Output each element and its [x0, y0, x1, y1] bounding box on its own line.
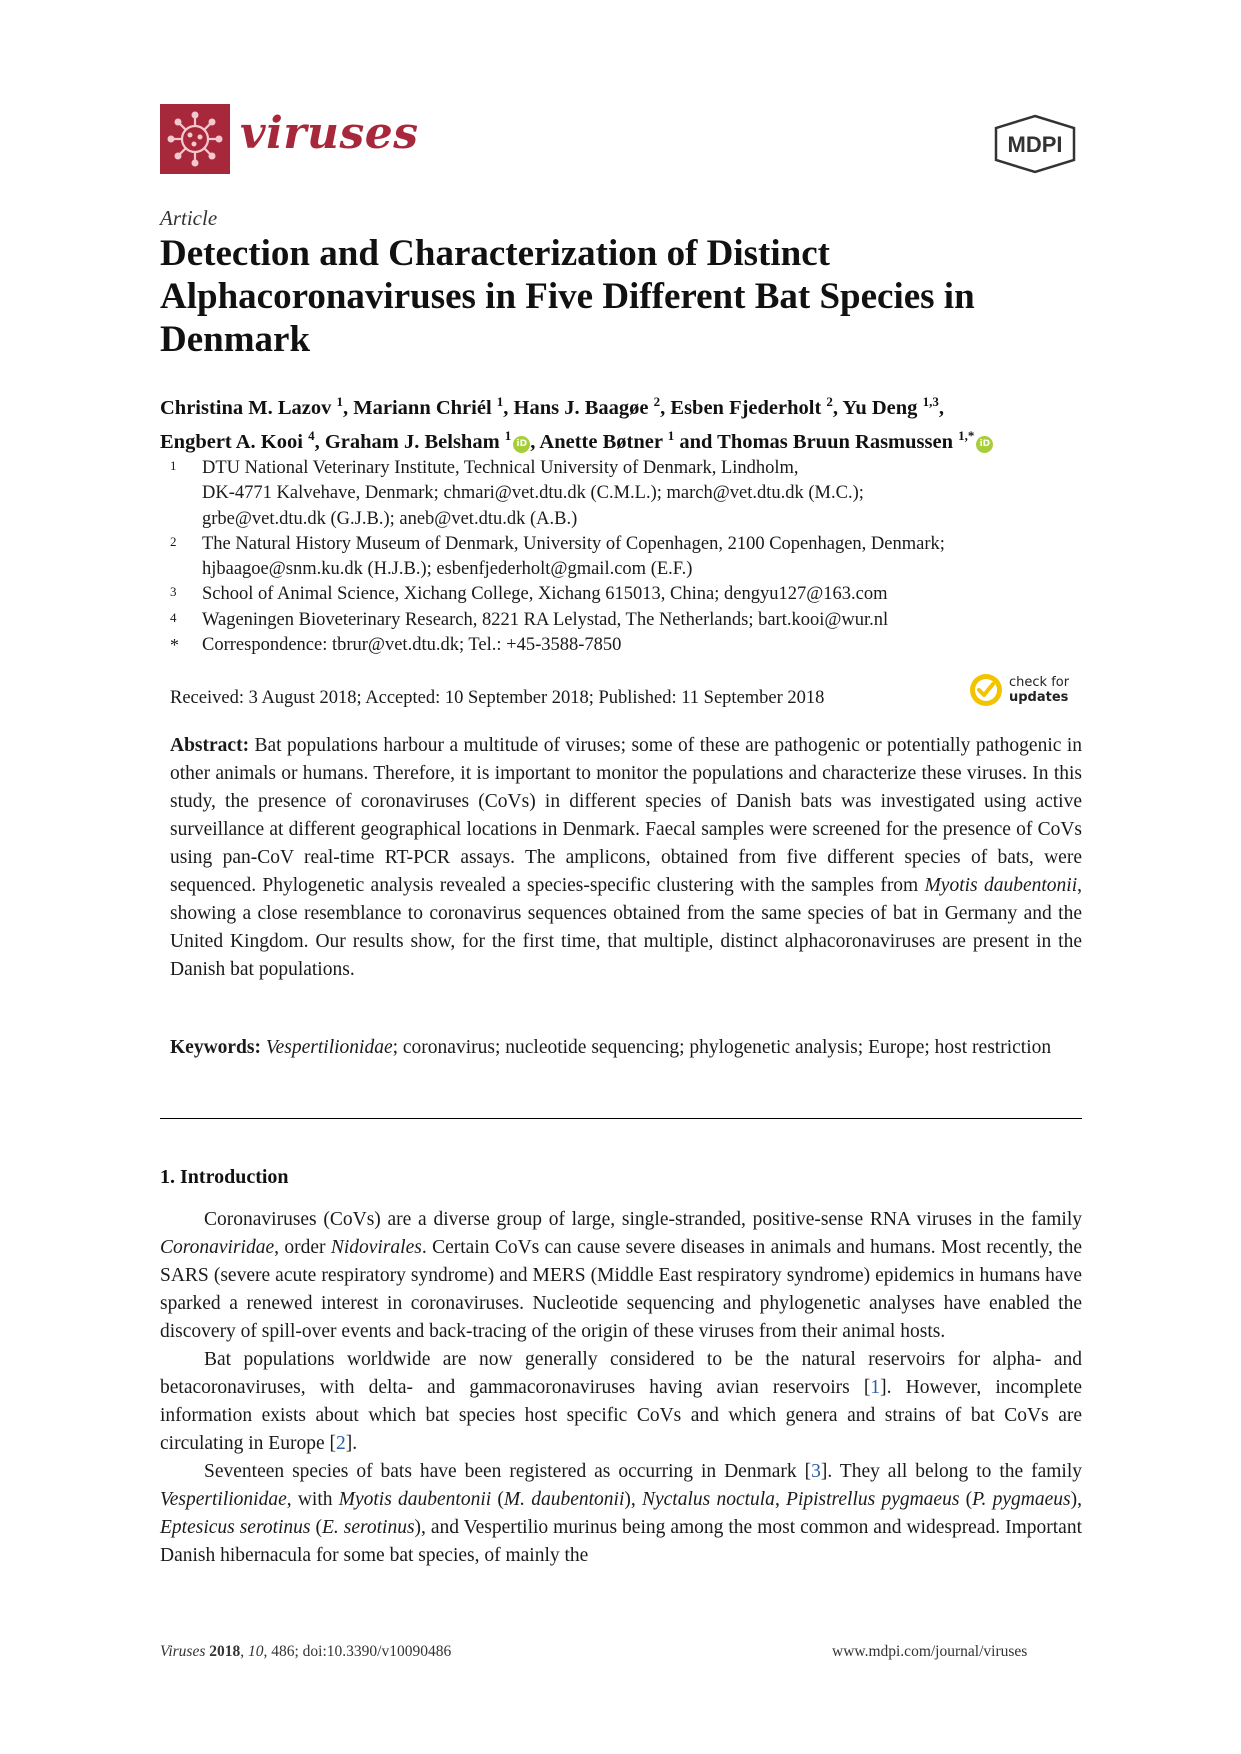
author-affiliation-mark: 1,*	[958, 427, 975, 443]
affiliation-text	[202, 633, 1110, 658]
check-updates-icon	[968, 672, 1004, 708]
author-affiliation-mark: 1	[336, 394, 344, 409]
keywords-rest: ; coronavirus; nucleotide sequencing; phylogenetic analysis; Europe; host restriction	[392, 1037, 1052, 1058]
footer-doi: , 486; doi:10.3390/v10090486	[263, 1643, 452, 1660]
publisher-name: MDPI	[1007, 132, 1063, 157]
author-name[interactable]: Hans J. Baagøe	[513, 396, 649, 419]
author-list: Christina M. Lazov $^1$, Mariann Chriél $^1$, Hans J. Baagøe $^2$, Esben Fjederholt $^2$, Yu Deng $^{1,3}$, Engbert A. Kooi $^4$, Graham J. Belsham $^1$iD , Anette Bøtner $^1$ and Thomas Bruun Rasmussen $^{1,*}$iD	[160, 388, 1120, 456]
author-affiliation-mark: 2	[826, 394, 833, 409]
affiliation-mark: 1	[170, 458, 177, 473]
footer-citation: Viruses 2018, 10, 486; doi:10.3390/v10090486	[160, 1643, 452, 1660]
affiliation-mark: 2	[170, 533, 177, 549]
check-updates-label	[1009, 675, 1069, 705]
journal-name: viruses	[240, 108, 419, 159]
affiliation-line: grbe@vet.dtu.dk (G.J.B.); aneb@vet.dtu.dk (A.B.)	[202, 508, 578, 529]
orcid-icon[interactable]: iD	[976, 436, 993, 453]
abstract-text-1: Bat populations harbour a multitude of viruses; some of these are pathogenic or potentially pathogenic in other animals or humans. Therefore, it is important to monitor the populations and characterize these viruses. In this study, the presence of coronaviruses (CoVs) in different species of Danish bats was investigated using active surveillance at different geographical locations in Denmark. Faecal samples were screened for the presence of CoVs using pan-CoV real-time RT-PCR assays. The amplicons, obtained from five different species of bats, were sequenced. Phylogenetic analysis revealed a species-specific clustering with the samples from	[170, 735, 1082, 896]
author-name[interactable]: Mariann Chriél	[353, 396, 492, 419]
abstract	[170, 732, 1082, 984]
author-name[interactable]: Yu Deng	[842, 396, 918, 419]
affiliations	[170, 456, 1110, 658]
intro-paragraph-1: Coronaviruses (CoVs) are a diverse group of large, single-stranded, positive-sense RNA viruses in the family Coronaviridae, order Nidovirales. Certain CoVs can cause severe diseases in animals and humans. Most recently, the SARS (severe acute respiratory syndrome) and MERS (Middle East respiratory syndrome) epidemics in humans have sparked a renewed interest in coronaviruses. Nucleotide sequencing and phylogenetic analyses have enabled the discovery of spill-over events and back-tracing of the origin of these viruses from their animal hosts.	[160, 1209, 1082, 1342]
keyword-first: Vespertilionidae	[265, 1037, 393, 1058]
keywords-label: Keywords:	[170, 1037, 261, 1058]
affiliation-mark: 4	[170, 609, 177, 625]
footer-year: 2018	[209, 1643, 241, 1660]
citation-link-3[interactable]: 3	[811, 1461, 821, 1482]
affiliation-mark: 3	[170, 584, 177, 600]
author-name[interactable]: Thomas Bruun Rasmussen	[717, 430, 953, 453]
affiliation-line: Wageningen Bioveterinary Research, 8221 RA Lelystad, The Netherlands; bart.kooi@wur.nl	[202, 609, 889, 630]
affiliation-text	[202, 608, 1110, 633]
author-name[interactable]: Graham J. Belsham	[324, 430, 500, 453]
affiliation-line: hjbaagoe@snm.ku.dk (H.J.B.); esbenfjederholt@gmail.com (E.F.)	[202, 559, 693, 580]
affiliation-item	[170, 456, 1110, 532]
affiliation-item	[170, 633, 1110, 658]
author-affiliation-mark: 1,3	[922, 394, 939, 409]
journal-logo	[160, 104, 230, 174]
affiliation-line: The Natural History Museum of Denmark, University of Copenhagen, 2100 Copenhagen, Denmark;	[202, 533, 945, 554]
affiliation-text	[202, 532, 1110, 583]
abstract-text-2: , showing a close resemblance to coronavirus sequences obtained from the same species of bat in Germany and the United Kingdom. Our results show, for the first time, that multiple, distinct alphacoronaviruses are present in the Danish bat populations.	[170, 875, 1082, 980]
mdpi-logo-icon	[992, 114, 1078, 174]
affiliation-item	[170, 582, 1110, 607]
affiliation-item	[170, 532, 1110, 583]
abstract-label: Abstract:	[170, 735, 250, 756]
author-affiliation-mark: 1	[504, 427, 512, 443]
citation-link-1[interactable]: 1	[870, 1377, 881, 1398]
article-type: Article	[160, 206, 218, 230]
author-affiliation-mark: 4	[308, 427, 315, 443]
footer-volume: 10	[247, 1643, 264, 1660]
section-divider	[160, 1118, 1082, 1119]
orcid-icon[interactable]: iD	[513, 436, 530, 453]
paper-title: Detection and Characterization of Distinct Alphacoronaviruses in Five Different Bat Species in Denmark	[160, 233, 975, 360]
affiliation-text	[202, 456, 1110, 532]
affiliation-line: DTU National Veterinary Institute, Technical University of Denmark, Lindholm,	[202, 458, 799, 478]
publication-dates: Received: 3 August 2018; Accepted: 10 September 2018; Published: 11 September 2018	[170, 688, 825, 708]
author-affiliation-mark: 1	[667, 427, 675, 443]
check-updates-line1: check for	[1009, 675, 1070, 690]
abstract-species: Myotis daubentonii	[924, 875, 1078, 896]
check-updates-line2: updates	[1009, 690, 1069, 705]
author-name[interactable]: Esben Fjederholt	[670, 396, 822, 419]
intro-paragraph-2: Bat populations worldwide are now generally considered to be the natural reservoirs for alpha- and betacoronaviruses, with delta- and gammacoronaviruses having avian reservoirs [1]. However, incomplete information exists about which bat species host specific CoVs and which genera and strains of bat CoVs are circulating in Europe [2].	[160, 1349, 1082, 1454]
affiliation-line: DK-4771 Kalvehave, Denmark; chmari@vet.dtu.dk (C.M.L.); march@vet.dtu.dk (M.C.);	[202, 483, 864, 504]
check-for-updates-badge[interactable]	[968, 670, 1088, 710]
authors-and: and	[679, 430, 713, 453]
publisher-logo	[992, 114, 1078, 174]
section-heading: 1. Introduction	[160, 1166, 289, 1188]
author-name[interactable]: Engbert A. Kooi	[160, 430, 303, 453]
citation-link-2[interactable]: 2	[335, 1433, 346, 1454]
introduction-body	[160, 1206, 1082, 1570]
affiliation-line: Correspondence: tbrur@vet.dtu.dk; Tel.: +45-3588-7850	[202, 635, 622, 656]
author-name[interactable]: Christina M. Lazov	[160, 396, 332, 419]
footer-journal-url[interactable]: www.mdpi.com/journal/viruses	[832, 1643, 1028, 1660]
author-affiliation-mark: 2	[653, 394, 661, 409]
intro-paragraph-3: Seventeen species of bats have been registered as occurring in Denmark [3]. They all belong to the family Vespertilionidae, with Myotis daubentonii (M. daubentonii), Nyctalus noctula, Pipistrellus pygmaeus (P. pygmaeus), Eptesicus serotinus (E. serotinus), and Vespertilio murinus being among the most common and widespread. Important Danish hibernacula for some bat species, of mainly the	[160, 1461, 1083, 1566]
affiliation-line: School of Animal Science, Xichang College, Xichang 615013, China; dengyu127@163.com	[202, 584, 888, 605]
author-name[interactable]: Anette Bøtner	[539, 430, 663, 453]
affiliation-item	[170, 608, 1110, 633]
virus-icon	[160, 104, 230, 174]
affiliation-mark: *	[170, 635, 179, 656]
footer-journal: Viruses	[160, 1643, 206, 1660]
author-affiliation-mark: 1	[496, 394, 504, 409]
affiliation-text	[202, 582, 1110, 607]
keywords	[170, 1034, 1082, 1062]
